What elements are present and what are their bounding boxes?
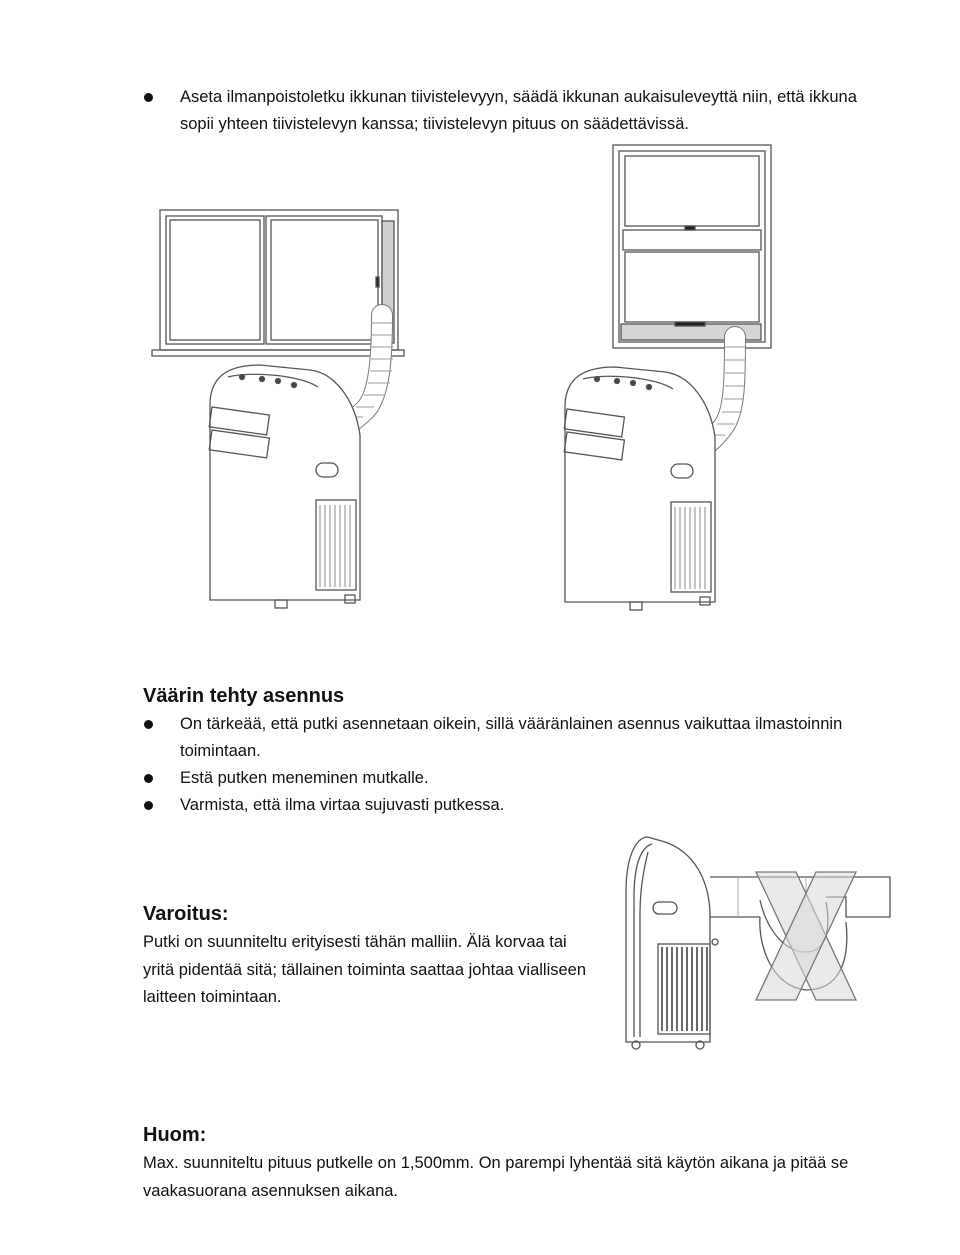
incorrect-installation-heading: Väärin tehty asennus [143,685,345,707]
sliding-window-illustration [152,210,404,356]
warning-text: Putki on suunniteltu erityisesti tähän malliin. Älä korvaa tai yritä pidentää sitä; tällainen toiminta saattaa johtaa vialliseen laitteen toimintaan. [143,933,587,1006]
list-item [143,792,843,819]
note-heading: Huom: [143,1124,207,1146]
bullet-dot-icon [144,774,153,783]
bullet-text: Varmista, että ilma virtaa sujuvasti putkessa. [180,796,505,814]
sliding-window-installation-figure [150,205,420,625]
incorrect-installation-bullet-list [143,711,843,819]
list-item [143,711,843,765]
bullet-text: On tärkeää, että putki asennetaan oikein, sillä vääränlainen asennus vaikuttaa ilmastoinnin toimintaan. [180,715,843,760]
intro-bullet-item [143,84,863,138]
warning-heading: Varoitus: [143,903,229,925]
bullet-dot-icon [144,720,153,729]
intro-bullet-list [143,84,863,138]
bullet-dot-icon [144,801,153,810]
note-text: Max. suunniteltu pituus putkelle on 1,500mm. On parempi lyhentää sitä käytön aikana ja pitää se vaakasuorana asennuksen aikana. [143,1154,849,1200]
hung-window-illustration [613,145,771,348]
portable-ac-unit-illustration [209,365,360,608]
list-item [143,765,843,792]
hung-window-installation-figure [555,142,785,622]
intro-bullet-text: Aseta ilmanpoistoletku ikkunan tiivistelevyyn, säädä ikkunan aukaisuleveyttä niin, että ikkuna sopii yhteen tiivistelevyn kanssa; tiivistelevyn pituus on säädettävissä. [180,88,857,133]
bullet-text: Estä putken meneminen mutkalle. [180,769,429,787]
portable-ac-unit-illustration [564,367,715,610]
bullet-dot-icon [144,93,153,102]
portable-ac-side-view-illustration [626,837,718,1049]
incorrect-hose-figure [618,832,898,1057]
